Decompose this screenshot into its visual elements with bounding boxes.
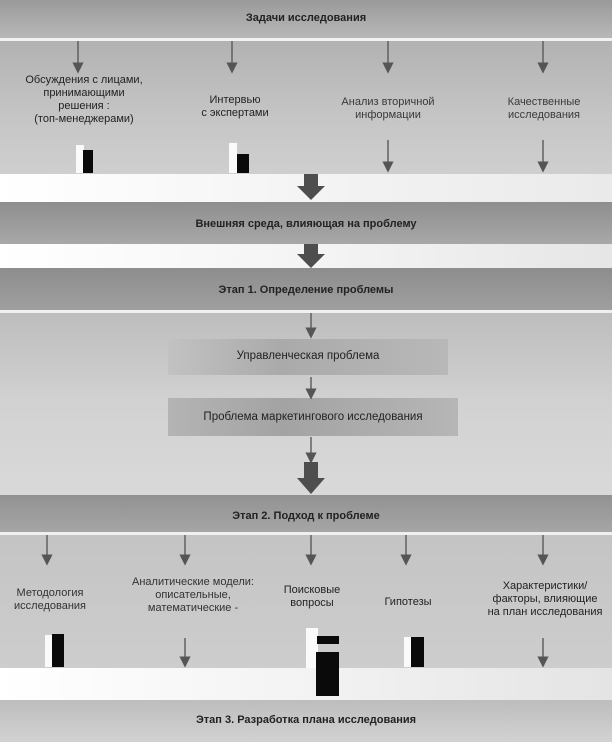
stage2-title: Этап 2. Подход к проблеме	[232, 510, 380, 522]
source-line: исследования	[508, 109, 580, 121]
source-line: (топ-менеджерами)	[34, 113, 134, 125]
approach-line: Аналитические модели:	[132, 576, 254, 588]
approach-line: Методология	[16, 587, 84, 599]
block-arrow-3	[297, 462, 325, 494]
approach-line: Гипотезы	[384, 596, 432, 608]
block-arrow-2	[297, 244, 325, 268]
stage1-title: Этап 1. Определение проблемы	[218, 284, 394, 296]
source-line: решения :	[58, 100, 110, 112]
approach-line: математические -	[147, 602, 239, 614]
approach-line: Характеристики/	[502, 580, 588, 592]
approach-line: вопросы	[290, 597, 334, 609]
source-line: Качественные	[507, 96, 581, 108]
source-line: принимающими	[43, 87, 125, 99]
approach-line: описательные,	[155, 589, 231, 601]
source-line: с экспертами	[201, 107, 269, 119]
approach-line: Поисковые	[283, 584, 341, 596]
source-line: информации	[355, 109, 421, 121]
stage3-title: Этап 3. Разработка плана исследования	[195, 714, 417, 726]
approach-line: исследования	[14, 600, 86, 612]
block-arrow-1	[297, 174, 325, 200]
source-line: Анализ вторичной	[341, 96, 435, 108]
approach-line: на план исследования	[487, 606, 603, 618]
source-line: Интервью	[209, 94, 261, 106]
source-line: Обсуждения с лицами,	[25, 74, 143, 86]
marketing-problem-label: Проблема маркетингового исследования	[203, 411, 423, 423]
management-problem-label: Управленческая проблема	[236, 350, 380, 362]
approach-line: факторы, влияющие	[492, 593, 598, 605]
environment-title: Внешняя среда, влияющая на проблему	[195, 218, 417, 230]
research-tasks-title: Задачи исследования	[245, 12, 367, 24]
